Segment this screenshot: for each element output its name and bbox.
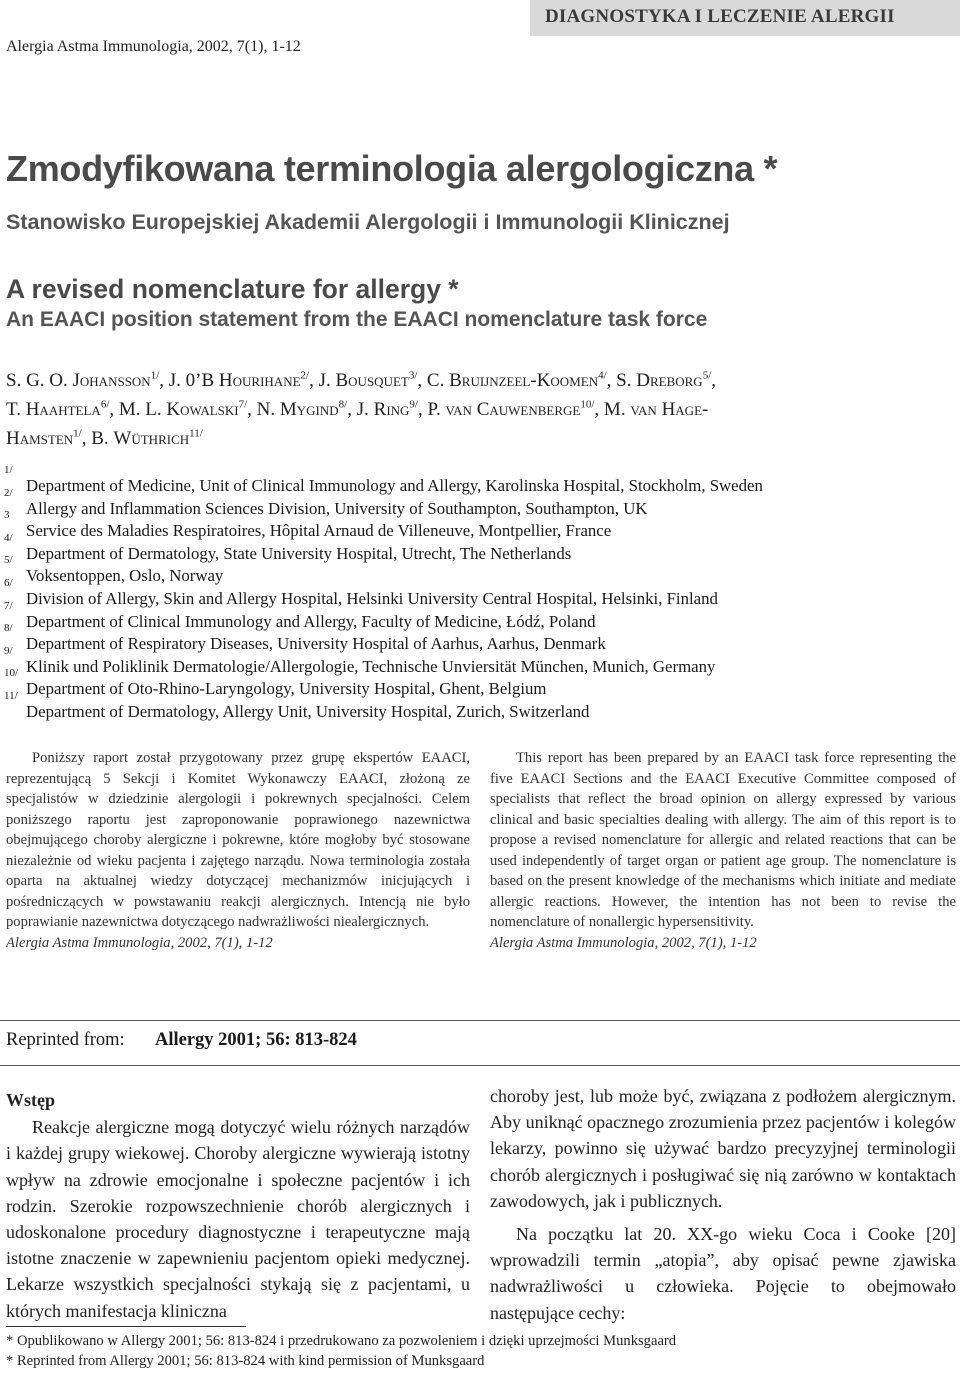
footnote-divider — [6, 1326, 246, 1327]
author: J. Ring$^{9/}$ — [356, 398, 418, 420]
abstract-citation: Alergia Astma Immunologia, 2002, 7(1), 1-12 — [6, 934, 273, 951]
affiliation-item: 2/ Allergy and Inflammation Sciences Division, University of Southampton, Southampton, UK — [4, 486, 648, 518]
title-english: A revised nomenclature for allergy * — [6, 274, 459, 304]
affiliation-item: 3 Service des Maladies Respiratoires, Hôpital Arnaud de Villeneuve, Montpellier, France — [4, 509, 612, 541]
body-column-left — [6, 1087, 470, 1324]
author: T. Haahtela$^{6/}$ — [6, 398, 110, 420]
author: C. Bruijnzeel-Koomen$^{4/}$ — [426, 369, 607, 391]
journal-citation: Alergia Astma Immunologia, 2002, 7(1), 1-12 — [6, 38, 301, 55]
title-polish: Zmodyfikowana terminologia alergologiczna * — [6, 148, 778, 189]
author: P. van Cauwenberge$^{10/}$ — [427, 398, 595, 420]
abstract-english — [490, 748, 956, 953]
author: N. Mygind$^{8/}$ — [256, 398, 348, 420]
subtitle-english: An EAACI position statement from the EAACI nomenclature task force — [6, 308, 708, 331]
footnote-polish: * Opublikowano w Allergy 2001; 56: 813-824 i przedrukowano za pozwoleniem i dzięki uprzejmości Munksgaard — [6, 1333, 677, 1349]
author: S. Dreborg$^{5/}$ — [616, 369, 712, 391]
affiliation-item: 8/ Department of Respiratory Diseases, University Hospital of Aarhus, Aarhus, Denmark — [4, 622, 606, 654]
affiliation-item: 9/ Klinik und Poliklinik Dermatologie/Allergologie, Technische Unviersität München, Munich, Germany — [4, 644, 716, 676]
author: J. 0’B Hourihane$^{2/}$ — [168, 369, 310, 391]
affiliation-item: 7/ Department of Clinical Immunology and Allergy, Faculty of Medicine, Łódź, Poland — [4, 599, 596, 631]
author-line-3: Hamsten$^{1/}$, B. Wüthrich$^{11/}$ — [6, 427, 203, 449]
body-paragraph: choroby jest, lub może być, związana z podłożem alergicznym. Aby uniknąć opacznego zrozumienia przez pacjentów i kolegów lekarzy, powinno się używać bardzo precyzyjnej terminologii chorób alergicznych i posługiwać się nią zarówno w kontaktach zawodowych, jak i publicznych. — [490, 1086, 956, 1211]
author: M. L. Kowalski$^{7/}$ — [118, 398, 248, 420]
author-line-2: T. Haahtela$^{6/}$, M. L. Kowalski$^{7/}$, N. Mygind$^{8/}$, J. Ring$^{9/}$, P. van Cauwenberge$^{10/}$, M. van Hage- — [6, 398, 709, 420]
section-heading: Wstęp — [6, 1090, 55, 1110]
subtitle-polish: Stanowisko Europejskiej Akademii Alergologii i Immunologii Klinicznej — [6, 210, 730, 234]
reprint-source: Allergy 2001; 56: 813-824 — [155, 1030, 357, 1050]
author: M. van Hage- — [603, 399, 709, 420]
body-paragraph: Reakcje alergiczne mogą dotyczyć wielu różnych narządów i każdej grupy wiekowej. Choroby alergiczne wywierają istotny wpływ na zdrowie emocjonalne i społeczne pacjentów i ich rodzin. Szerokie rozpowszechnienie chorób alergicznych i udoskonalone procedury diagnostyczne i terapeutyczne mają istotne znaczenie w zapewnieniu pacjentom opieki medycznej. Lekarze wszystkich specjalności stykają się z pacjentami, u których manifestacja kliniczna — [6, 1117, 470, 1321]
author: J. Bousquet$^{3/}$ — [318, 369, 418, 391]
reprint-box — [0, 1020, 960, 1066]
reprint-label: Reprinted from: — [6, 1030, 125, 1050]
footnote-english: * Reprinted from Allergy 2001; 56: 813-824 with kind permission of Munksgaard — [6, 1353, 485, 1369]
body-column-right — [490, 1083, 956, 1326]
author: S. G. O. Johansson$^{1/}$ — [6, 369, 160, 391]
abstract-text: Poniższy raport został przygotowany przez grupę ekspertów EAACI, reprezentującą 5 Sekcji i Komitet Wykonawczy EAACI, złożoną ze specjalistów w dziedzinie alergologii i pokrewnych specjalności. Celem poniższego raportu jest zaproponowanie poprawionego nazewnictwa obejmującego choroby alergiczne i pokrewne, które mogłoby być stosowane niezależnie od wieku pacjenta i zajętego narządu. Nowa terminologia została oparta na aktualnej wiedzy dotyczącej mechanizmów inicjujących i pośredniczących w powstawaniu reakcji alergicznych. Intencją nie było poprawianie nazewnictwa dotyczącego nadwrażliwości niealergicznych. — [6, 750, 470, 930]
affiliation-list — [4, 464, 904, 721]
affiliation-item: 5/ Voksentoppen, Oslo, Norway — [4, 554, 224, 586]
affiliation-item: 6/ Division of Allergy, Skin and Allergy Hospital, Helsinki University Central Hospital, Helsinki, Finland — [4, 576, 718, 608]
section-title: DIAGNOSTYKA I LECZENIE ALERGII — [545, 6, 895, 27]
author: Hamsten$^{1/}$ — [6, 427, 82, 449]
affiliation-item: 1/ Department of Medicine, Unit of Clinical Immunology and Allergy, Karolinska Hospital, Stockholm, Sweden — [4, 464, 763, 495]
abstract-text: This report has been prepared by an EAACI task force representing the five EAACI Sections and the EAACI Executive Committee composed of specialists that reflect the broad opinion on allergy expressed by various clinical and basic specialties dealing with allergy. The aim of this report is to propose a revised nomenclature for allergic and related reactions that can be used independently of target organ or patient age group. The nomenclature is based on the present knowledge of the mechanisms which initiate and mediate allergic reactions. However, the intention has not been to revise the nomenclature of nonallergic hypersensitivity. — [490, 750, 956, 930]
abstract-citation: Alergia Astma Immunologia, 2002, 7(1), 1-12 — [490, 934, 757, 951]
abstract-polish — [6, 748, 470, 953]
affiliation-item: 11/ Department of Dermatology, Allergy Unit, University Hospital, Zurich, Switzerland — [4, 689, 590, 721]
author-line-1: S. G. O. Johansson$^{1/}$, J. 0’B Hourihane$^{2/}$, J. Bousquet$^{3/}$, C. Bruijnzeel-Koomen$^{4/}$, S. Dreborg$^{5/}$, — [6, 369, 716, 391]
affiliation-item: 10/ Department of Oto-Rhino-Laryngology, University Hospital, Ghent, Belgium — [4, 667, 547, 699]
author: B. Wüthrich$^{11/}$ — [91, 427, 203, 449]
body-paragraph: Na początku lat 20. XX-go wieku Coca i Cooke [20] wprowadzili termin „atopia”, aby opisać pewne zjawiska nadwrażliwości u człowieka. Pojęcie to obejmowało następujące cechy: — [490, 1224, 956, 1323]
affiliation-item: 4/ Department of Dermatology, State University Hospital, Utrecht, The Netherlands — [4, 531, 572, 563]
